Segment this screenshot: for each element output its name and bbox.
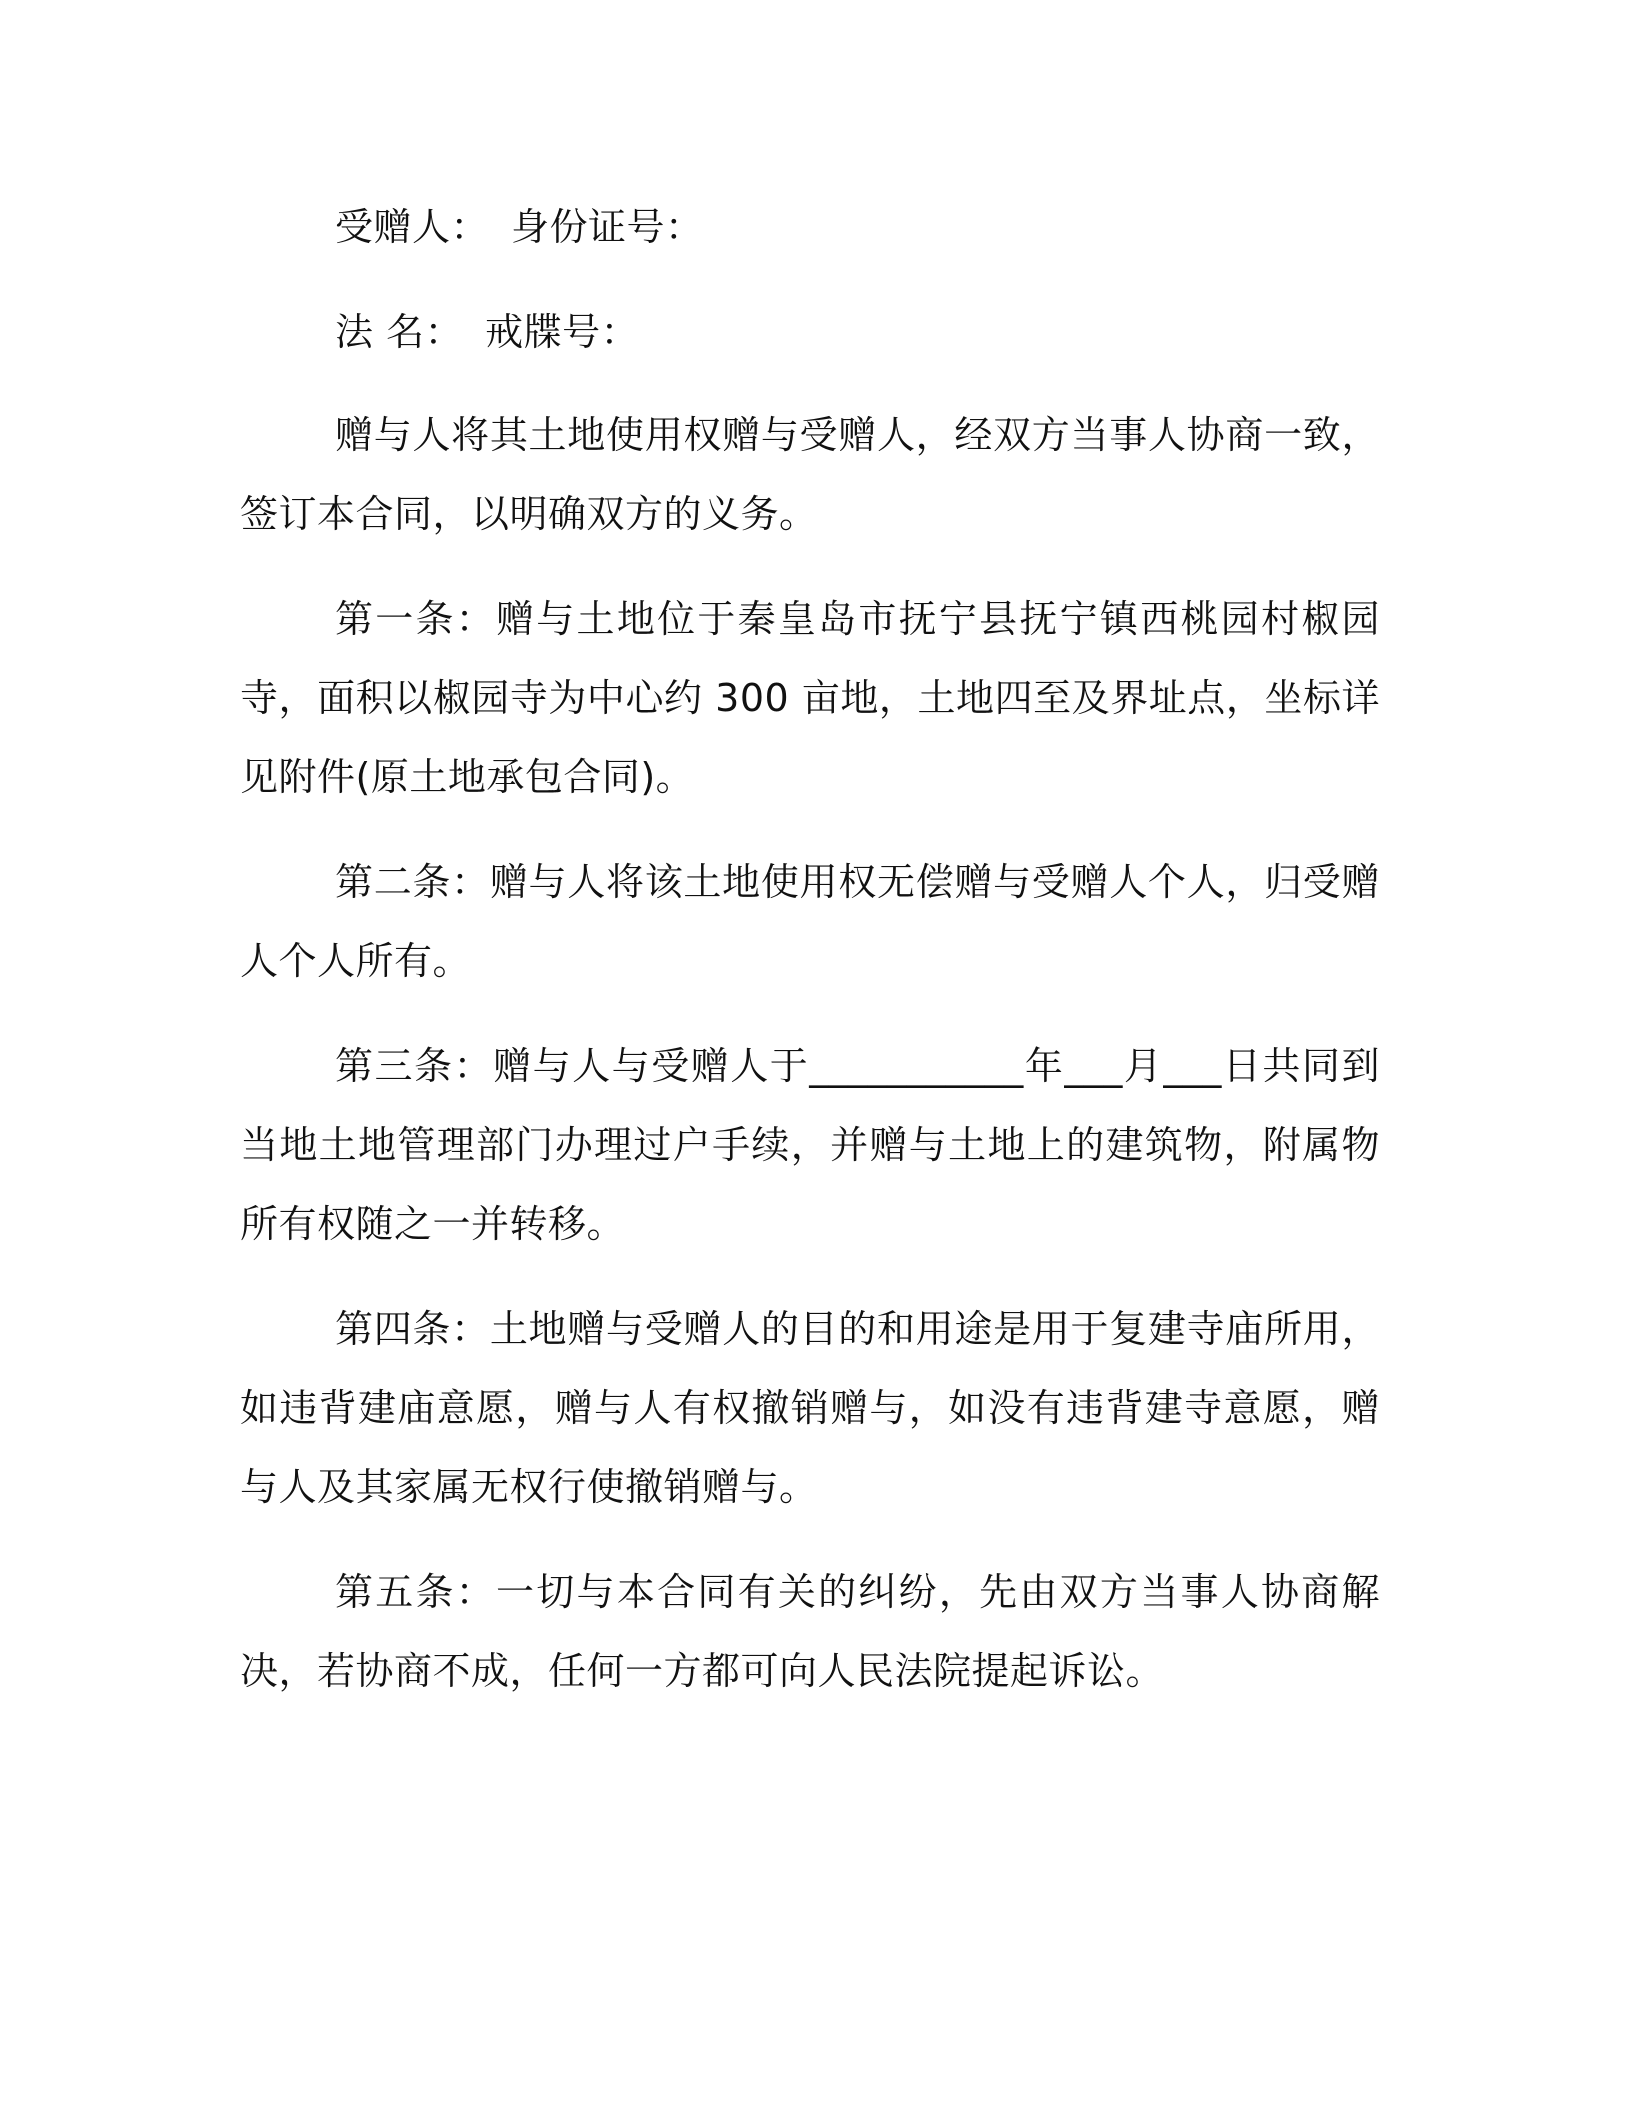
article-4: 第四条：土地赠与受赠人的目的和用途是用于复建寺庙所用，如违背建庙意愿，赠与人有权撤销赠与，如没有违背建寺意愿，赠与人及其家属无权行使撤销赠与。: [240, 1307, 1380, 1509]
ordination-cert-label: 戒牒号：: [485, 310, 640, 354]
article-1: 第一条：赠与土地位于秦皇岛市抚宁县抚宁镇西桃园村椒园寺，面积以椒园寺为中心约 300 亩地，土地四至及界址点，坐标详见附件(原土地承包合同)。: [240, 597, 1380, 799]
dharma-name-label: 法 名：: [335, 310, 464, 354]
article-5: 第五条：一切与本合同有关的纠纷，先由双方当事人协商解决，若协商不成，任何一方都可向人民法院提起诉讼。: [240, 1570, 1380, 1693]
article-2: 第二条：赠与人将该土地使用权无偿赠与受赠人个人，归受赠人个人所有。: [240, 860, 1380, 983]
article-3: 第三条：赠与人与受赠人于___________年___月___日共同到当地土地管理部门办理过户手续，并赠与土地上的建筑物，附属物所有权随之一并转移。: [240, 1044, 1380, 1246]
intro-paragraph: 赠与人将其土地使用权赠与受赠人，经双方当事人协商一致，签订本合同，以明确双方的义务。: [240, 413, 1380, 536]
id-number-label: 身份证号：: [511, 205, 704, 249]
dharma-name-line: [240, 293, 1380, 372]
recipient-line: [240, 188, 1380, 267]
recipient-label: 受赠人：: [335, 205, 490, 249]
document-body: [240, 188, 1380, 1711]
